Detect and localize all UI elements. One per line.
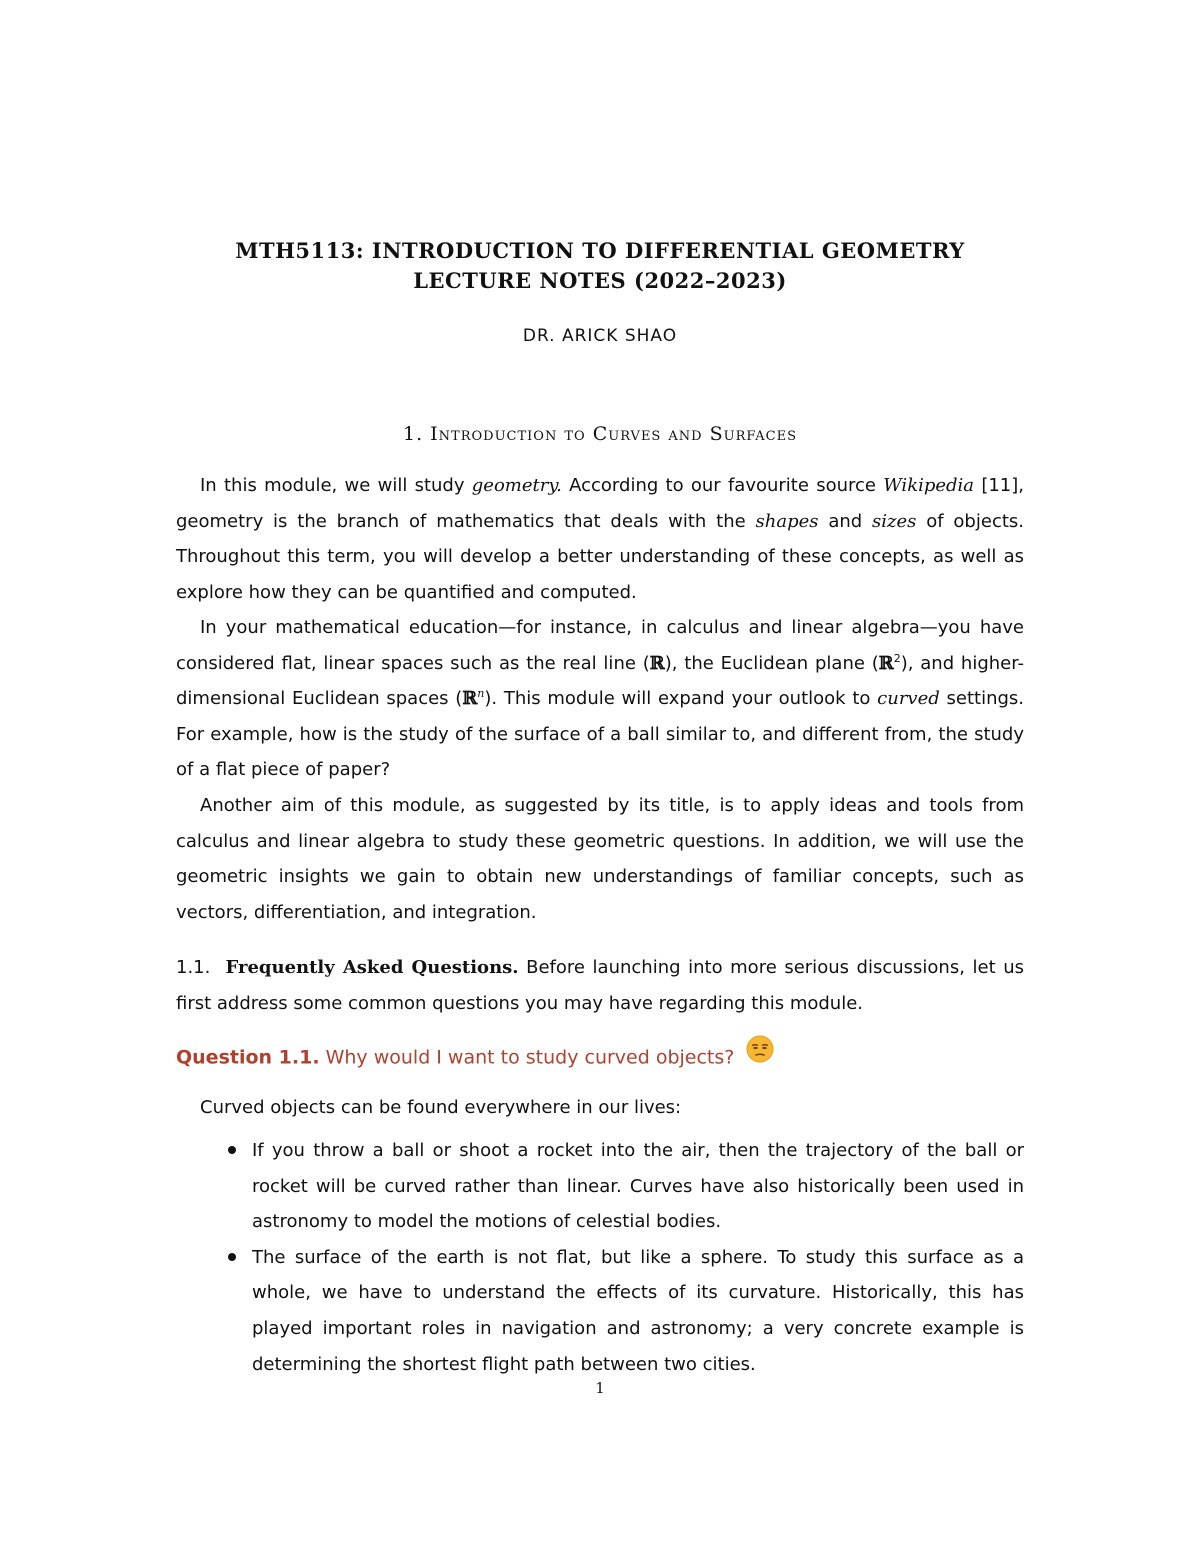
list-item: If you throw a ball or shoot a rocket into the air, then the trajectory of the ball or rocket will be curved rather than linear. Curves have also historically been used in astronomy to model the motions of celestial bodies. [200, 1133, 1024, 1240]
answer-bullet-list [200, 1133, 1024, 1382]
bullet-icon [228, 1253, 236, 1261]
paragraph-education: In your mathematical education—for instance, in calculus and linear algebra—you have considered flat, linear spaces such as the real line (ℝ), the Euclidean plane (ℝ$^2$), and higher-dimensional Euclidean spaces (ℝ$^n$). This module will expand your outlook to curved settings. For example, how is the study of the surface of a ball similar to, and different from, the study of a flat piece of paper? [176, 617, 1025, 781]
question-text: Why would I want to study curved objects? [325, 1046, 735, 1069]
author: DR. ARICK SHAO [522, 326, 678, 346]
paragraph-aim: Another aim of this module, as suggested by its title, is to apply ideas and tools from calculus and linear algebra to study these geometric questions. In addition, we will use the geometric insights we gain to obtain new understandings of familiar concepts, such as vectors, differentiation, and integration. [176, 795, 1024, 923]
unamused-face-icon [746, 1035, 774, 1075]
subsection-title: Frequently Asked Questions. [225, 957, 519, 978]
title-line-1: MTH5113: INTRODUCTION TO DIFFERENTIAL GEOMETRY [235, 238, 965, 263]
paragraph-intro: In this module, we will study geometry. According to our favourite source Wikipedia [11], geometry is the branch of mathematics that deals with the shapes and sizes of objects. Throughout this term, you will develop a better understanding of these concepts, as well as explore how they can be quantified and computed. [176, 475, 1024, 603]
page-number: 1 [595, 1379, 605, 1397]
list-item: The surface of the earth is not flat, but like a sphere. To study this surface as a whole, we have to understand the effects of its curvature. Historically, this has played important roles in navigation and astronomy; a very concrete example is determining the shortest flight path between two cities. [200, 1240, 1024, 1382]
question-label: Question 1.1. [176, 1046, 320, 1069]
bullet-icon [228, 1146, 236, 1154]
subsection-number: 1.1. [176, 957, 211, 978]
question-1-1 [176, 1038, 1024, 1078]
subsection-faq: 1.1. Frequently Asked Questions. Before launching into more serious discussions, let us first address some common questions you may have regarding this module. [176, 957, 1024, 1014]
title-line-2: LECTURE NOTES (2022–2023) [413, 268, 787, 293]
section-heading: 1. Introduction to Curves and Surfaces [403, 423, 797, 445]
answer-intro: Curved objects can be found everywhere in our lives: [200, 1097, 682, 1118]
